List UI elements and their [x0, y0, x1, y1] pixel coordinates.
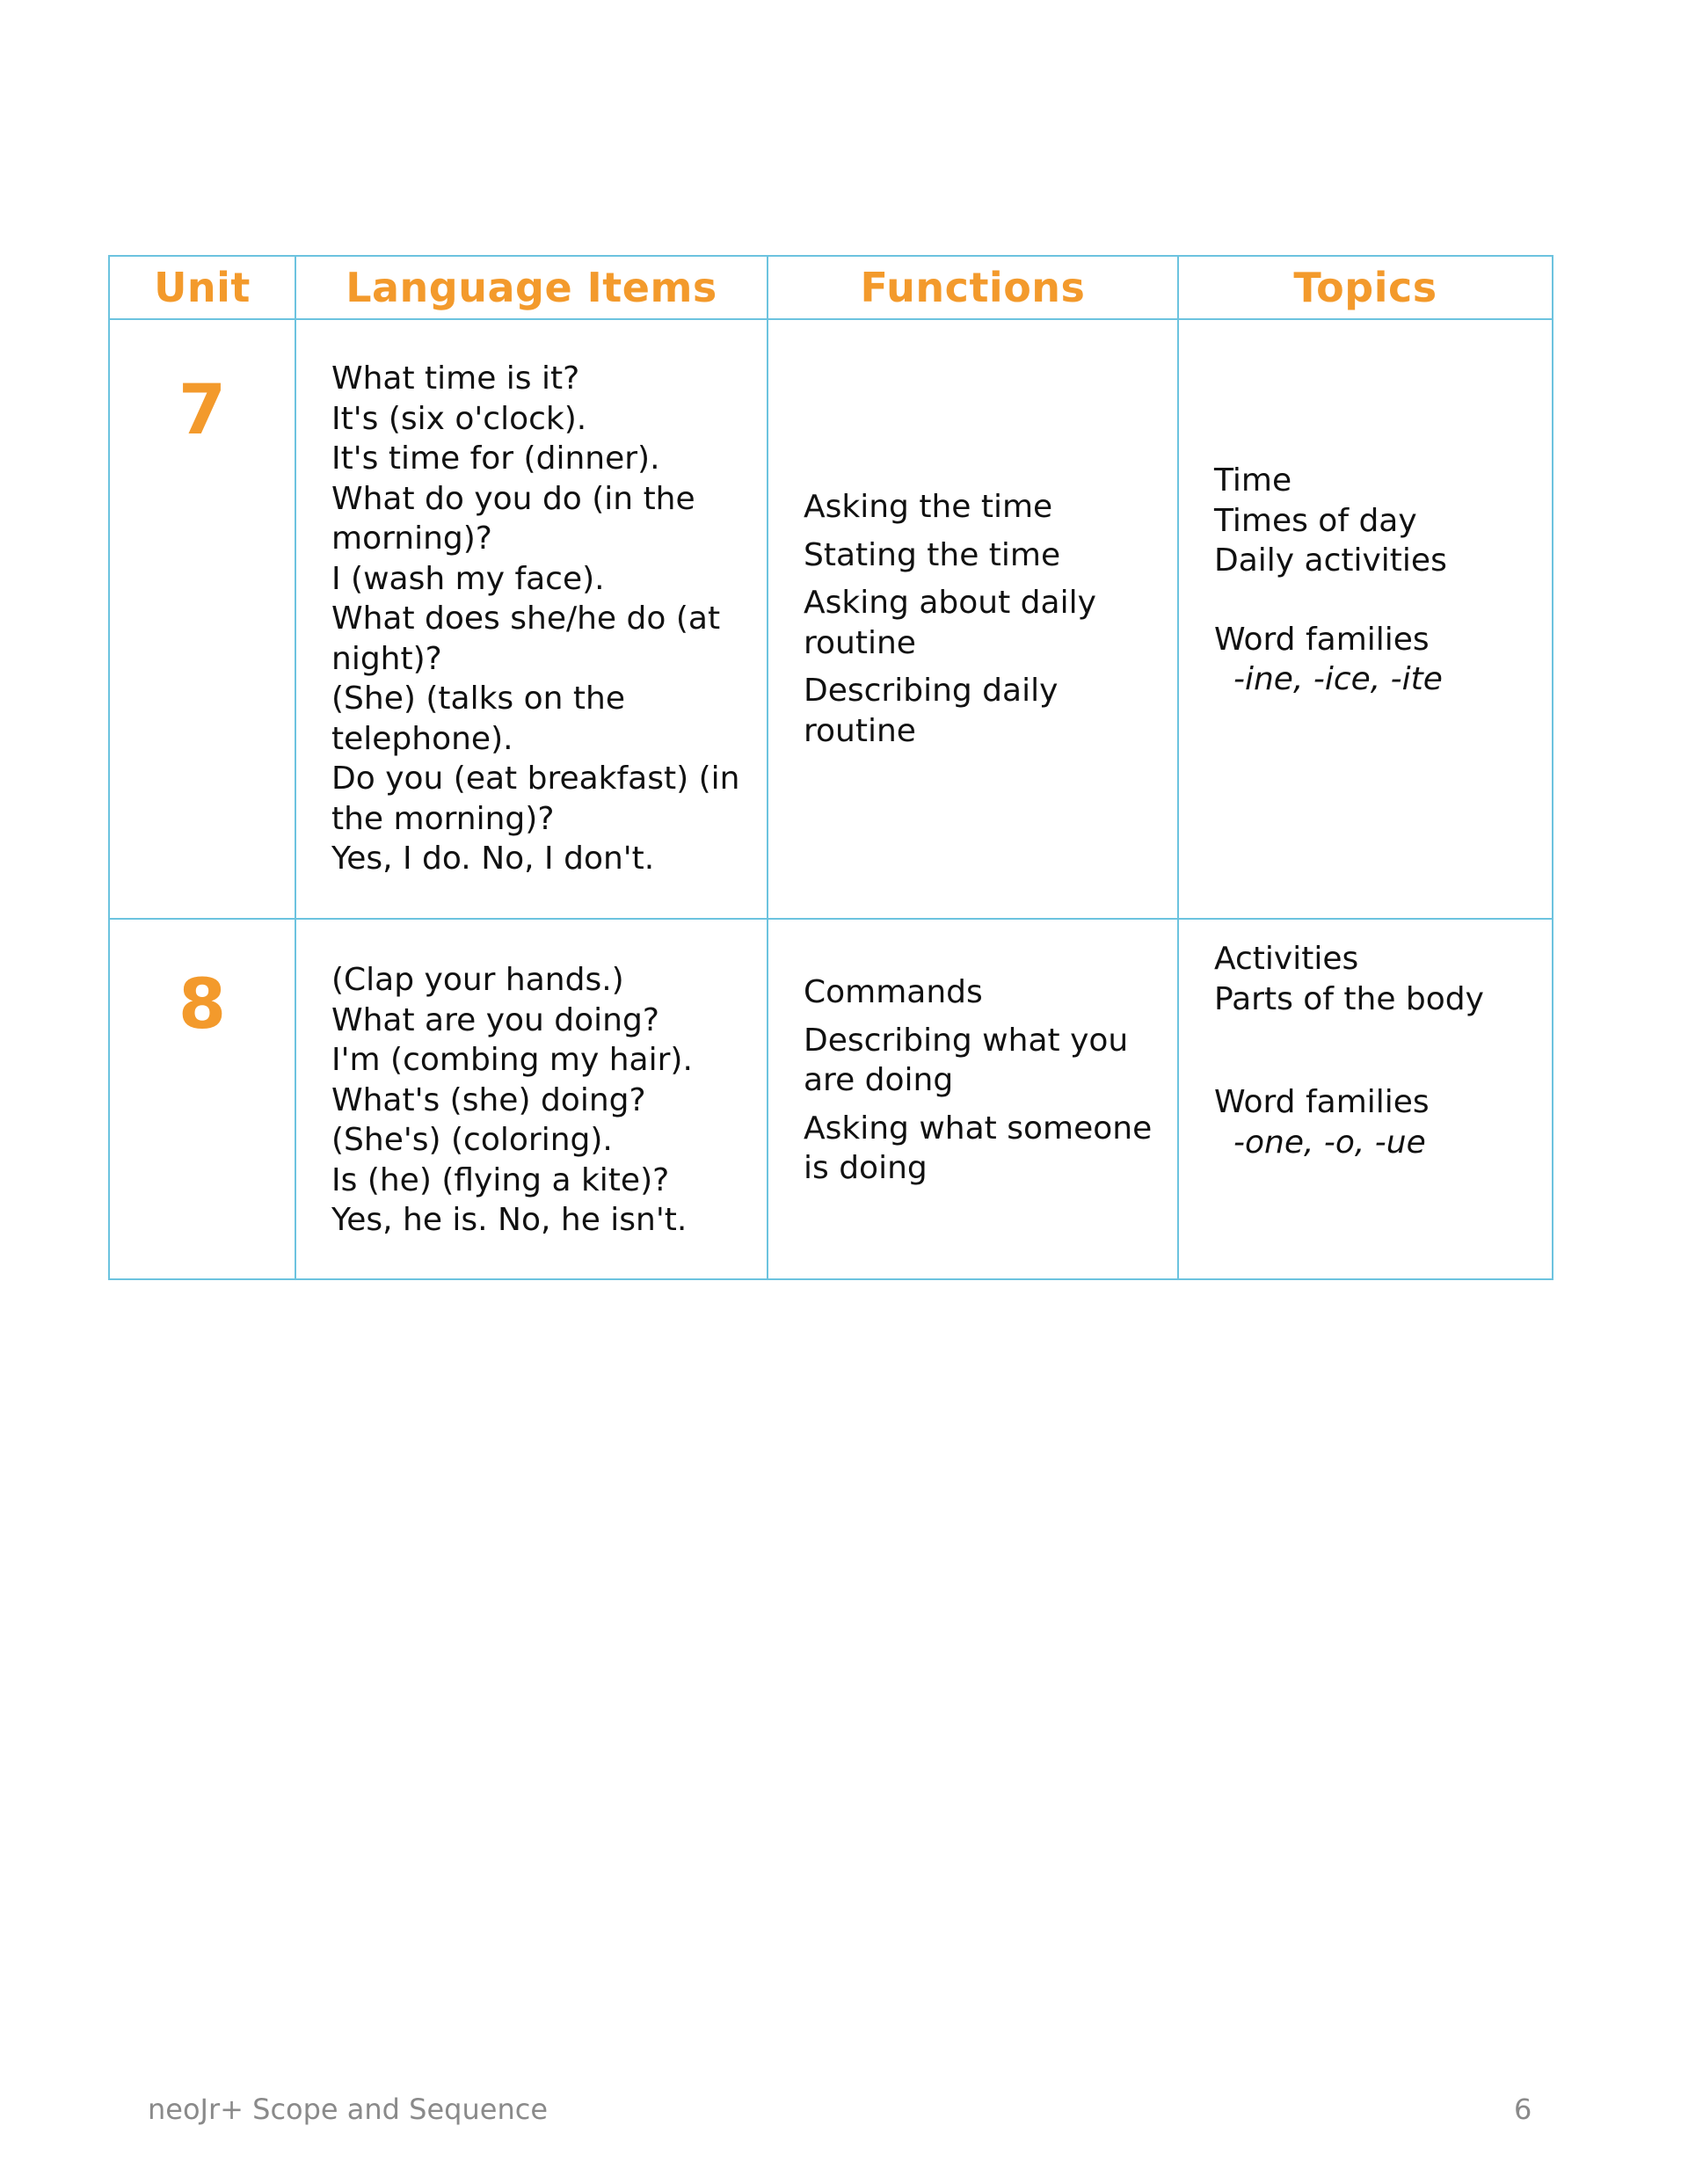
language-items-cell — [295, 319, 768, 919]
footer-title: neoJr+ Scope and Sequence — [148, 2093, 548, 2126]
function-line: Describing what you — [804, 1022, 1129, 1059]
function-line: Asking about daily — [804, 585, 1096, 621]
language-item: What do you do (in the — [331, 480, 695, 517]
language-item: I'm (combing my hair). — [331, 1042, 693, 1078]
header-topics: Topics — [1178, 256, 1553, 319]
function-item — [804, 671, 1161, 751]
language-item: the morning)? — [331, 800, 555, 837]
topic-item: Daily activities — [1214, 542, 1447, 579]
language-item: I (wash my face). — [331, 560, 605, 597]
language-item: Yes, I do. No, I don't. — [331, 841, 655, 877]
page-number: 6 — [1514, 2093, 1532, 2126]
language-item: (Clap your hands.) — [331, 962, 624, 998]
function-line: Asking what someone — [804, 1110, 1153, 1147]
language-items-cell — [295, 919, 768, 1279]
function-line: is doing — [804, 1150, 928, 1186]
function-line: Commands — [804, 974, 983, 1010]
language-item: What's (she) doing? — [331, 1081, 646, 1118]
function-line: routine — [804, 624, 916, 661]
word-families-endings: -ine, -ice, -ite — [1233, 661, 1443, 697]
language-item: telephone). — [331, 720, 513, 757]
language-item: (She's) (coloring). — [331, 1122, 613, 1158]
topic-item: Activities — [1214, 941, 1359, 977]
table-header-row — [109, 256, 1553, 319]
word-families-endings: -one, -o, -ue — [1233, 1124, 1426, 1161]
language-item: morning)? — [331, 521, 492, 557]
language-item: What does she/he do (at — [331, 601, 721, 637]
unit-cell — [109, 919, 295, 1279]
language-item: Is (he) (flying a kite)? — [331, 1161, 670, 1198]
functions-cell — [768, 919, 1178, 1279]
function-line: Asking the time — [804, 489, 1053, 525]
header-unit: Unit — [109, 256, 295, 319]
header-functions: Functions — [768, 256, 1178, 319]
table-row — [109, 319, 1553, 919]
function-item — [804, 1021, 1161, 1101]
topics-cell — [1178, 319, 1553, 919]
language-item: What are you doing? — [331, 1001, 659, 1038]
language-item: (She) (talks on the — [331, 681, 625, 717]
language-item: It's time for (dinner). — [331, 440, 660, 477]
function-item — [804, 487, 1161, 528]
unit-number: 8 — [178, 965, 227, 1045]
word-families-label: Word families — [1214, 621, 1430, 658]
functions-cell — [768, 319, 1178, 919]
unit-number: 7 — [178, 371, 227, 450]
function-line: Describing daily — [804, 673, 1059, 709]
function-item — [804, 972, 1161, 1013]
function-line: Stating the time — [804, 536, 1061, 573]
table-row — [109, 919, 1553, 1279]
language-item: What time is it? — [331, 360, 580, 397]
function-item — [804, 583, 1161, 663]
word-families-label: Word families — [1214, 1084, 1430, 1120]
function-item — [804, 1109, 1161, 1189]
topic-item: Time — [1214, 462, 1292, 499]
topic-item: Times of day — [1214, 502, 1417, 539]
function-item — [804, 535, 1161, 576]
language-item: It's (six o'clock). — [331, 400, 587, 437]
language-item: Do you (eat breakfast) (in — [331, 761, 740, 797]
scope-and-sequence-table — [108, 255, 1553, 1280]
topic-item: Parts of the body — [1214, 980, 1484, 1017]
unit-cell — [109, 319, 295, 919]
language-item: Yes, he is. No, he isn't. — [331, 1202, 688, 1238]
language-item: night)? — [331, 640, 442, 677]
function-line: routine — [804, 712, 916, 749]
header-language-items: Language Items — [295, 256, 768, 319]
topics-cell — [1178, 919, 1553, 1279]
function-line: are doing — [804, 1062, 954, 1098]
